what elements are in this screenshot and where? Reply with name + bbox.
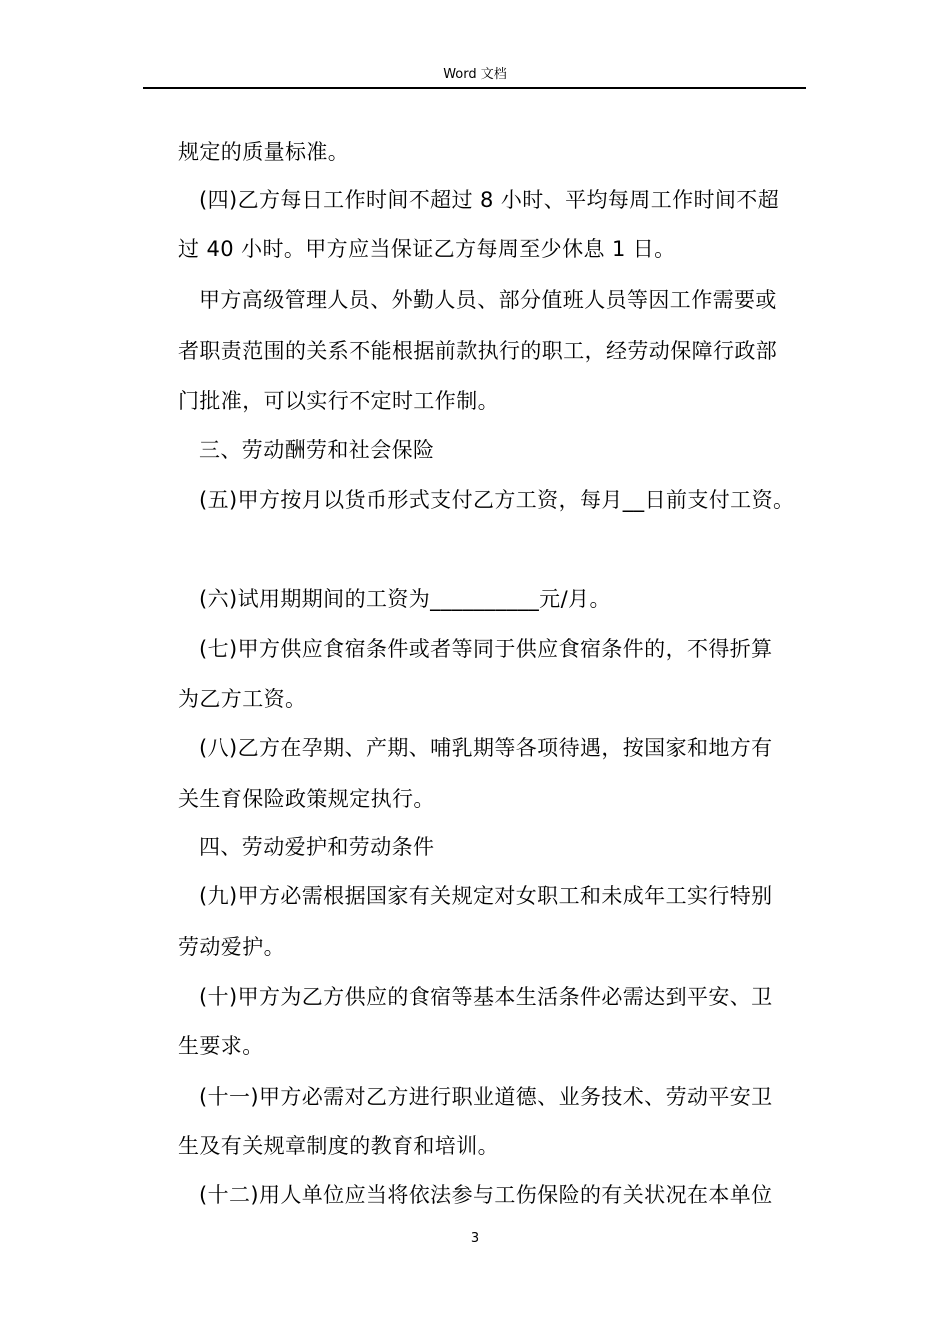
text-line: (十二)用人单位应当将依法参与工伤保险的有关状况在本单位	[199, 1183, 773, 1207]
text-line: (四)乙方每日工作时间不超过 8 小时、平均每周工作时间不超	[199, 188, 780, 212]
text-line: 生及有关规章制度的教育和培训。	[178, 1134, 499, 1158]
text-line: 过 40 小时。甲方应当保证乙方每周至少休息 1 日。	[178, 237, 676, 261]
text-line: 门批准，可以实行不定时工作制。	[178, 389, 499, 413]
text-line: 生要求。	[178, 1034, 264, 1058]
text-line: (九)甲方必需根据国家有关规定对女职工和未成年工实行特别	[199, 884, 773, 908]
text-line: (六)试用期期间的工资为__________元/月。	[199, 587, 611, 611]
section-heading: 三、劳动酬劳和社会保险	[199, 438, 435, 462]
text-line: 规定的质量标准。	[178, 140, 350, 164]
text-line: 关生育保险政策规定执行。	[178, 787, 435, 811]
text-line: (十)甲方为乙方供应的食宿等基本生活条件必需达到平安、卫	[199, 985, 773, 1009]
text-line: (十一)甲方必需对乙方进行职业道德、业务技术、劳动平安卫	[199, 1085, 773, 1109]
text-line: 为乙方工资。	[178, 687, 307, 711]
section-heading: 四、劳动爱护和劳动条件	[199, 835, 435, 859]
text-line: 甲方高级管理人员、外勤人员、部分值班人员等因工作需要或	[199, 288, 777, 312]
header-title: Word 文档	[443, 67, 507, 82]
text-line: (七)甲方供应食宿条件或者等同于供应食宿条件的，不得折算	[199, 637, 773, 661]
text-line: (五)甲方按月以货币形式支付乙方工资，每月__日前支付工资。	[199, 488, 795, 512]
text-line: 劳动爱护。	[178, 935, 285, 959]
text-line: (八)乙方在孕期、产期、哺乳期等各项待遇，按国家和地方有	[199, 736, 773, 760]
text-line: 者职责范围的关系不能根据前款执行的职工，经劳动保障行政部	[178, 339, 778, 363]
page-number: 3	[470, 1231, 480, 1246]
